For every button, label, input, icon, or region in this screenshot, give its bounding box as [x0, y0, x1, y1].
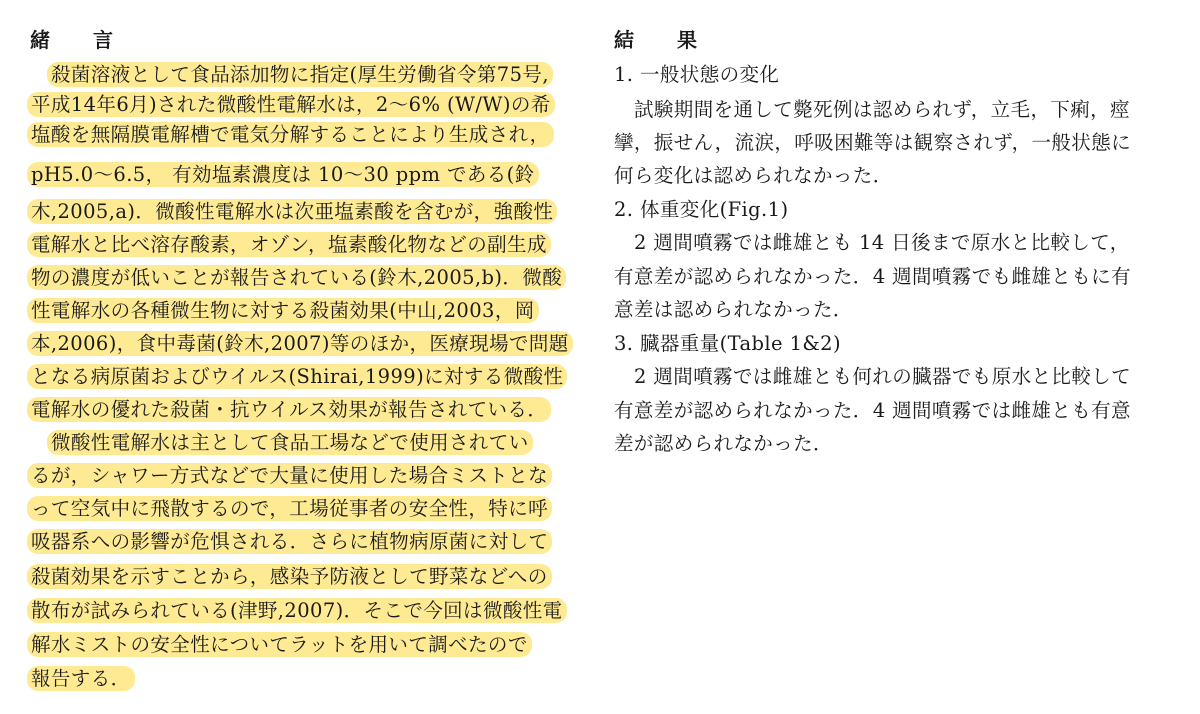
intro-line — [27, 596, 567, 626]
highlighted-text: 性電解水の各種微生物に対する殺菌効果(中山,2003，岡 — [27, 298, 539, 323]
intro-line — [27, 296, 539, 326]
intro-line — [27, 428, 533, 458]
results-heading: 結 果 — [614, 28, 715, 52]
intro-line — [27, 120, 554, 150]
results-line: 差が認められなかった． — [614, 432, 833, 455]
highlighted-text: 電解水と比べ溶存酸素，オゾン，塩素酸化物などの副生成 — [27, 232, 551, 257]
highlighted-text: となる病原菌およびウイルス(Shirai,1999)に対する微酸性 — [27, 364, 567, 389]
highlighted-text: pH5.0～6.5， 有効塩素濃度は 10～30 ppm である(鈴 — [27, 162, 539, 187]
results-line: 2 週間噴霧では雌雄とも何れの臓器でも原水と比較して — [634, 365, 1132, 388]
highlighted-text: 解水ミストの安全性についてラットを用いて調べたので — [27, 632, 532, 657]
highlighted-text: 微酸性電解水は主として食品工場などで使用されてい — [47, 430, 533, 455]
intro-line — [27, 664, 135, 694]
results-line: 攣，振せん，流涙，呼吸困難等は観察されず，一般状態に — [614, 131, 1132, 154]
intro-line — [27, 197, 557, 227]
results-line: 意差は認められなかった． — [614, 298, 853, 321]
results-line: 2 週間噴霧では雌雄とも 14 日後まで原水と比較して， — [634, 231, 1130, 254]
section-title-organ-weight: 3. 臓器重量(Table 1&2) — [614, 332, 841, 355]
highlighted-text: 殺菌効果を示すことから，感染予防液として野菜などへの — [27, 564, 552, 589]
section-title-general-condition: 1. 一般状態の変化 — [614, 63, 780, 86]
intro-line — [27, 90, 555, 120]
section-title-body-weight: 2. 体重変化(Fig.1) — [614, 198, 789, 221]
highlighted-text: 吸器系への影響が危惧される．さらに植物病原菌に対して — [27, 529, 552, 554]
highlighted-text: 塩酸を無隔膜電解槽で電気分解することにより生成され， — [27, 122, 554, 147]
highlighted-text: 木,2005,a)．微酸性電解水は次亜塩素酸を含むが，強酸性 — [27, 199, 557, 224]
intro-line — [27, 160, 539, 190]
intro-line — [27, 494, 552, 524]
intro-line — [27, 60, 553, 90]
intro-line — [27, 527, 552, 557]
highlighted-text: 平成14年6月)された微酸性電解水は，2～6% (W/W)の希 — [27, 92, 555, 117]
intro-line — [27, 461, 552, 491]
highlighted-text: 報告する． — [27, 666, 135, 691]
highlighted-text: って空気中に飛散するので，工場従事者の安全性，特に呼 — [27, 496, 552, 521]
intro-heading: 緒 言 — [30, 28, 131, 52]
highlighted-text: 散布が試みられている(津野,2007)．そこで今回は微酸性電 — [27, 598, 567, 623]
highlighted-text: 殺菌溶液として食品添加物に指定(厚生労働省令第75号, — [47, 62, 553, 87]
intro-line — [27, 230, 551, 260]
highlighted-text: るが，シャワー方式などで大量に使用した場合ミストとな — [27, 463, 552, 488]
highlighted-text: 本,2006)，食中毒菌(鈴木,2007)等のほか，医療現場で問題 — [27, 331, 573, 356]
highlighted-text: 物の濃度が低いことが報告されている(鈴木,2005,b)．微酸 — [27, 265, 566, 290]
highlighted-text: 電解水の優れた殺菌・抗ウイルス効果が報告されている． — [27, 397, 551, 422]
intro-line — [27, 263, 566, 293]
results-line: 有意差が認められなかった．4 週間噴霧では雌雄とも有意 — [614, 399, 1131, 422]
intro-line — [27, 630, 532, 660]
results-line: 有意差が認められなかった．4 週間噴霧でも雌雄ともに有 — [614, 265, 1131, 288]
results-line: 何ら変化は認められなかった． — [614, 164, 893, 187]
results-line: 試験期間を通して斃死例は認められず，立毛，下痢，痙 — [634, 98, 1130, 121]
intro-line — [27, 362, 567, 392]
intro-line — [27, 562, 552, 592]
intro-line — [27, 395, 551, 425]
intro-line — [27, 329, 573, 359]
